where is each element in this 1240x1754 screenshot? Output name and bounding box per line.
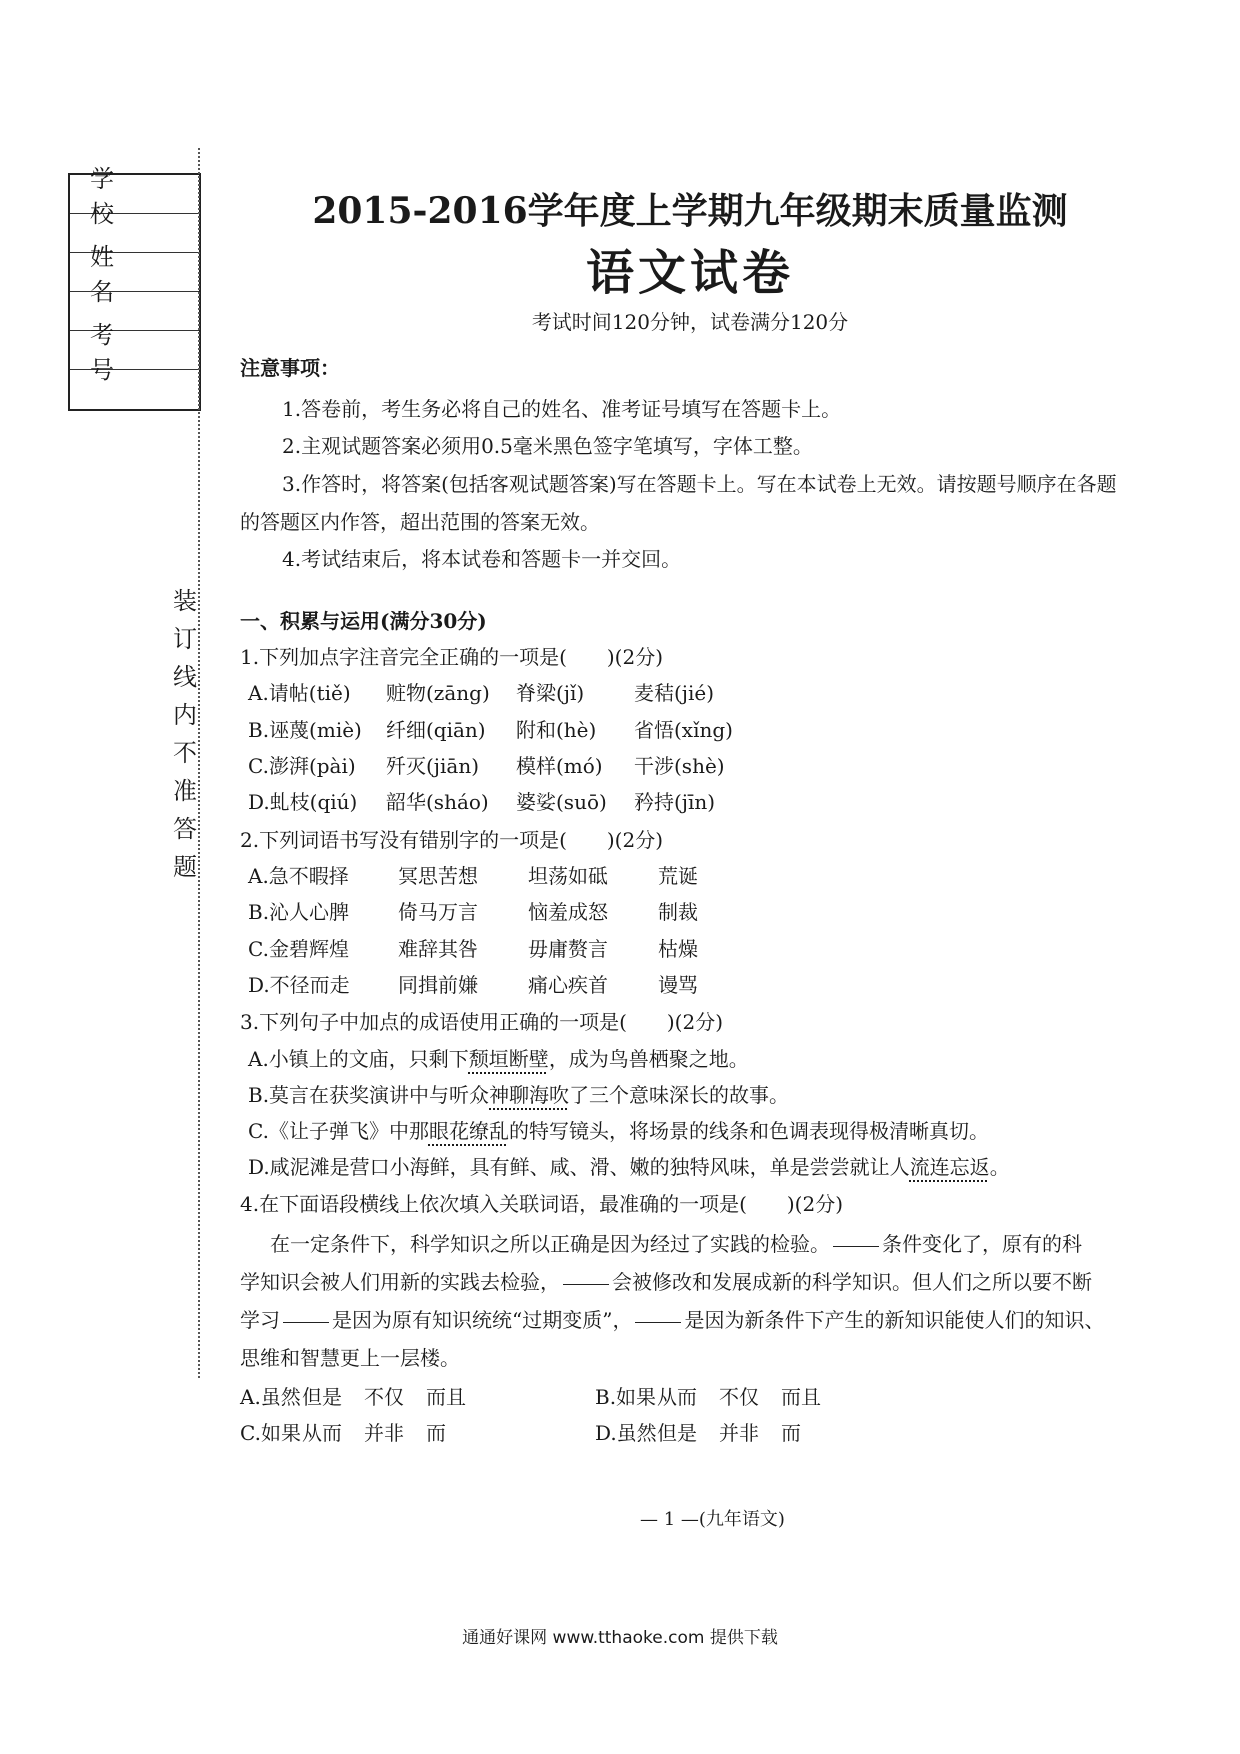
- question-4-passage-line-1: 在一定条件下，科学知识之所以正确是因为经过了实践的检验。 条件变化了，原有的科: [270, 1232, 1082, 1256]
- question-3-option-c: C.《让子弹飞》中那眼花缭乱的特写镜头，将场景的线条和色调表现得极清晰真切。: [248, 1119, 989, 1143]
- binding-char: 装: [173, 587, 197, 615]
- question-2-option-c: C.金碧辉煌 难辞其咎 毋庸赘言 枯燥: [248, 937, 698, 961]
- note-item-3: 3.作答时，将答案(包括客观试题答案)写在答题卡上。写在本试卷上无效。请按题号顺序在各题: [282, 472, 1117, 496]
- question-4-passage-line-3: 学习 是因为原有知识统统“过期变质”， 是因为新条件下产生的新知识能使人们的知识、: [240, 1308, 1105, 1332]
- question-2-stem: 2.下列词语书写没有错别字的一项是( )(2分): [240, 828, 664, 852]
- note-item-2: 2.主观试题答案必须用0.5毫米黑色签字笔填写，字体工整。: [282, 434, 813, 458]
- student-info-box: [68, 165, 201, 411]
- question-2-option-a: A.急不暇择 冥思苦想 坦荡如砥 荒诞: [248, 864, 698, 888]
- note-item-3-cont: 的答题区内作答，超出范围的答案无效。: [240, 510, 600, 534]
- binding-warning: [170, 582, 200, 886]
- question-2-option-b: B.沁人心脾 倚马万言 恼羞成怒 制裁: [248, 900, 698, 924]
- question-4-option-a: A.虽然但是 不仅 而且: [240, 1385, 466, 1409]
- binding-char: 内: [173, 701, 197, 729]
- binding-char: 订: [173, 625, 197, 653]
- binding-char: 线: [173, 663, 197, 691]
- exam-subject: 语文试卷: [585, 245, 794, 301]
- answer-blank: [833, 1245, 879, 1247]
- question-4-option-b: B.如果从而 不仅 而且: [595, 1385, 821, 1409]
- page-number: — 1 —(九年语文): [640, 1509, 785, 1530]
- question-3-stem: 3.下列句子中加点的成语使用正确的一项是( )(2分): [240, 1010, 724, 1034]
- binding-char: 准: [173, 777, 197, 805]
- answer-blank: [283, 1321, 329, 1323]
- binding-char: 答: [173, 815, 197, 843]
- download-credit: 通通好课网 www.tthaoke.com 提供下载: [462, 1628, 778, 1648]
- question-1-option-b: B.诬蔑(miè) 纤细(qiān) 附和(hè) 省悟(xǐng): [248, 718, 733, 742]
- binding-char: 不: [173, 739, 197, 767]
- question-4-passage-line-2: 学知识会被人们用新的实践去检验， 会被修改和发展成新的科学知识。但人们之所以要不断: [240, 1270, 1092, 1294]
- question-1-option-d: D.虬枝(qiú) 韶华(sháo) 婆娑(suō) 矜持(jīn): [248, 790, 716, 814]
- question-3-option-a: A.小镇上的文庙，只剩下颓垣断壁，成为鸟兽栖聚之地。: [248, 1047, 749, 1071]
- question-4-option-c: C.如果从而 并非 而: [240, 1421, 446, 1445]
- dotted-idiom: 流连忘返: [909, 1155, 990, 1179]
- answer-blank: [563, 1283, 609, 1285]
- question-4-option-d: D.虽然但是 并非 而: [595, 1421, 801, 1445]
- exam-no-label: 考 号: [70, 331, 199, 370]
- question-3-option-b: B.莫言在获奖演讲中与听众神聊海吹了三个意味深长的故事。: [248, 1083, 790, 1107]
- exam-title: 2015-2016学年度上学期九年级期末质量监测: [312, 190, 1068, 232]
- question-1-option-c: C.澎湃(pài) 歼灭(jiān) 模样(mó) 干涉(shè): [248, 754, 725, 778]
- school-label: 学 校: [70, 175, 199, 214]
- question-1-option-a: A.请帖(tiě) 赃物(zāng) 脊梁(jǐ) 麦秸(jié): [248, 681, 715, 705]
- binding-char: 题: [173, 853, 197, 881]
- section-heading: 一、积累与运用(满分30分): [240, 609, 487, 633]
- dotted-idiom: 颓垣断壁: [468, 1047, 549, 1071]
- dotted-idiom: 神聊海吹: [489, 1083, 570, 1107]
- dotted-idiom: 眼花缭乱: [428, 1119, 509, 1143]
- notes-heading: 注意事项：: [240, 356, 340, 380]
- note-item-1: 1.答卷前，考生务必将自己的姓名、准考证号填写在答题卡上。: [282, 397, 842, 421]
- exam-time-info: 考试时间120分钟，试卷满分120分: [531, 310, 849, 334]
- question-4-stem: 4.在下面语段横线上依次填入关联词语，最准确的一项是( )(2分): [240, 1192, 844, 1216]
- question-2-option-d: D.不径而走 同揖前嫌 痛心疾首 谩骂: [248, 973, 698, 997]
- question-1-stem: 1.下列加点字注音完全正确的一项是( )(2分): [240, 645, 664, 669]
- note-item-4: 4.考试结束后，将本试卷和答题卡一并交回。: [282, 547, 682, 571]
- question-4-passage-line-4: 思维和智慧更上一层楼。: [240, 1346, 460, 1370]
- answer-blank: [635, 1321, 681, 1323]
- name-label: 姓 名: [70, 253, 199, 292]
- question-3-option-d: D.咸泥滩是营口小海鲜，具有鲜、咸、滑、嫩的独特风味，单是尝尝就让人流连忘返。: [248, 1155, 1010, 1179]
